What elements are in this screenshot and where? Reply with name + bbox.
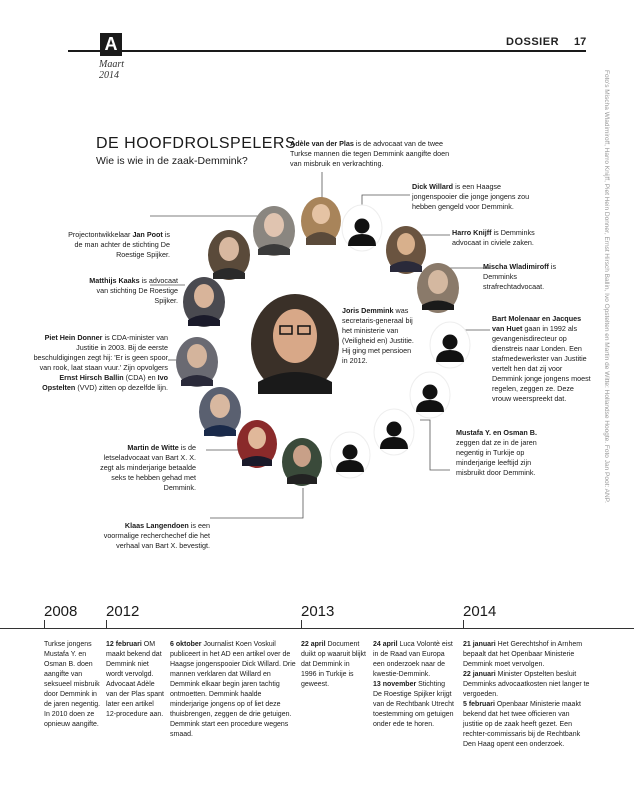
caption-wladimiroff: Mischa Wladimiroff is Demminks strafrechtadvocaat. bbox=[483, 262, 557, 291]
caption-willard: Dick Willard is een Haagse jongenspooier die jonge jongens zou hebben gengeld voor Demmink. bbox=[412, 182, 530, 211]
caption-knijff: Harro Knijff is Demminks advocaat in civiele zaken. bbox=[452, 228, 535, 247]
caption-demmink: Joris Demmink was secretaris-generaal bij het ministerie van (Veiligheid en) Justitie. Hij ging met pensioen in 2012. bbox=[342, 306, 414, 365]
timeline-2012-oct: 6 oktober Journalist Koen Voskuil publiceert in het AD een artikel over de Haagse jongenspooier Dick Willard. Drie mannen verklaren dat Willard en Demmink elkaar begin jaren tachtig ontmoetten. Demmink haalde minderjarige jongens op of liet deze thuisbrengen, zeggen de drie getuigen. Demmink start een procedure wegens smaad. bbox=[170, 641, 296, 738]
timeline-2012-feb: 12 februari OM maakt bekend dat Demmink niet wordt vervolgd. Advocaat Adèle van der Plas spant later een artikel 12-procedure aan. bbox=[106, 641, 164, 718]
caption-adele: Adèle van der Plas is de advocaat van de twee Turkse mannen die tegen Demmink aangifte doen van misbruik en verkrachting. bbox=[290, 139, 450, 168]
tick-2013 bbox=[301, 620, 302, 629]
year-2014: 2014 bbox=[463, 603, 497, 620]
caption-langendoen: Klaas Langendoen is een voormalige recherchechef die het verhaal van Bart X. bevestigt. bbox=[103, 521, 210, 550]
timeline-rule bbox=[0, 628, 634, 629]
page-subtitle: Wie is wie in de zaak-Demmink? bbox=[96, 155, 248, 167]
timeline-2013-apr24: 24 april Luca Volontè eist in de Raad van Europa een onderzoek naar de kwestie-Demmink. 13 november Stichting De Roestige Spijker krijgt van de Rechtbank Utrecht toestemming om getuigen onder ede te horen. bbox=[373, 641, 454, 728]
issue-month: Maart bbox=[99, 59, 124, 70]
timeline-2014-entries: 21 januari Het Gerechtshof in Arnhem bepaalt dat het Openbaar Ministerie Demmink moet vervolgen. 22 januari Minister Opstelten besluit Demminks advocaatkosten niet langer te vergoeden. 5 februari Openbaar Ministerie maakt bekend dat het twee officieren van justitie op de zaak heeft gezet. Een rechter-commissaris bij de Rechtbank Den Haag opent een onderzoek. bbox=[463, 641, 590, 748]
year-2008: 2008 bbox=[44, 603, 78, 620]
photo-credit-text: Foto's Mischa Wladimiroff, Harro Knijff, Piet Hein Donner, Ernst Hirsch Ballin, Ivo Opstelten en Martin de Witte: Hollandse Hoogte. Foto Jan Poot: ANP. bbox=[603, 70, 610, 503]
caption-poot: Projectontwikkelaar Jan Poot is de man achter de stichting De Roestige Spijker. bbox=[68, 230, 170, 259]
page-title: DE HOOFDROLSPELERS bbox=[96, 135, 297, 152]
tick-2012 bbox=[106, 620, 107, 629]
tick-2008 bbox=[44, 620, 45, 629]
section-label: DOSSIER bbox=[506, 36, 560, 48]
caption-donner: Piet Hein Donner is CDA-minister van Justitie in 2003. Bij de eerste beschuldigingen zegt hij: 'Er is geen spoor van rook, laat staan vuur.' Zijn opvolgers Ernst Hirsch Ballin (CDA) en Ivo Opstelten (VVD) zitten op dezelfde lijn. bbox=[33, 333, 168, 392]
timeline-2013-apr22: 22 april Document duikt op waaruit blijkt dat Demmink in 1996 in Turkije is geweest. bbox=[301, 641, 366, 688]
year-2013: 2013 bbox=[301, 603, 335, 620]
caption-kaaks: Matthijs Kaaks is advocaat van stichting De Roestige Spijker. bbox=[89, 276, 178, 305]
page-number: 17 bbox=[574, 36, 587, 48]
caption-dewitte: Martin de Witte is de letseladvocaat van Bart X. X. zegt als minderjarige betaalde seks te hebben gehad met Demmink. bbox=[100, 443, 196, 492]
magazine-logo: A bbox=[100, 33, 122, 56]
tick-2014 bbox=[463, 620, 464, 629]
caption-molenaar: Bart Molenaar en Jacques van Huet gaan in 1992 als gevangenisdirecteur op dienstreis naar Londen. Een stafmedewerkster van Justitie vertelt hen dat zij voor Demmink jonge jongens moest regelen, zeggen ze. Deze vrouw weerspreekt dat. bbox=[492, 314, 591, 403]
issue-year: 2014 bbox=[99, 70, 119, 81]
year-2012: 2012 bbox=[106, 603, 140, 620]
caption-mustafa: Mustafa Y. en Osman B. zeggen dat ze in de jaren negentig in Turkije op minderjarige leeftijd zijn misbruikt door Demmink. bbox=[456, 428, 537, 477]
timeline-2008-entry: Turkse jongens Mustafa Y. en Osman B. doen aangifte van seksueel misbruik door Demmink in de jaren negentig. In 2010 doen ze opnieuw aangifte. bbox=[44, 641, 101, 728]
